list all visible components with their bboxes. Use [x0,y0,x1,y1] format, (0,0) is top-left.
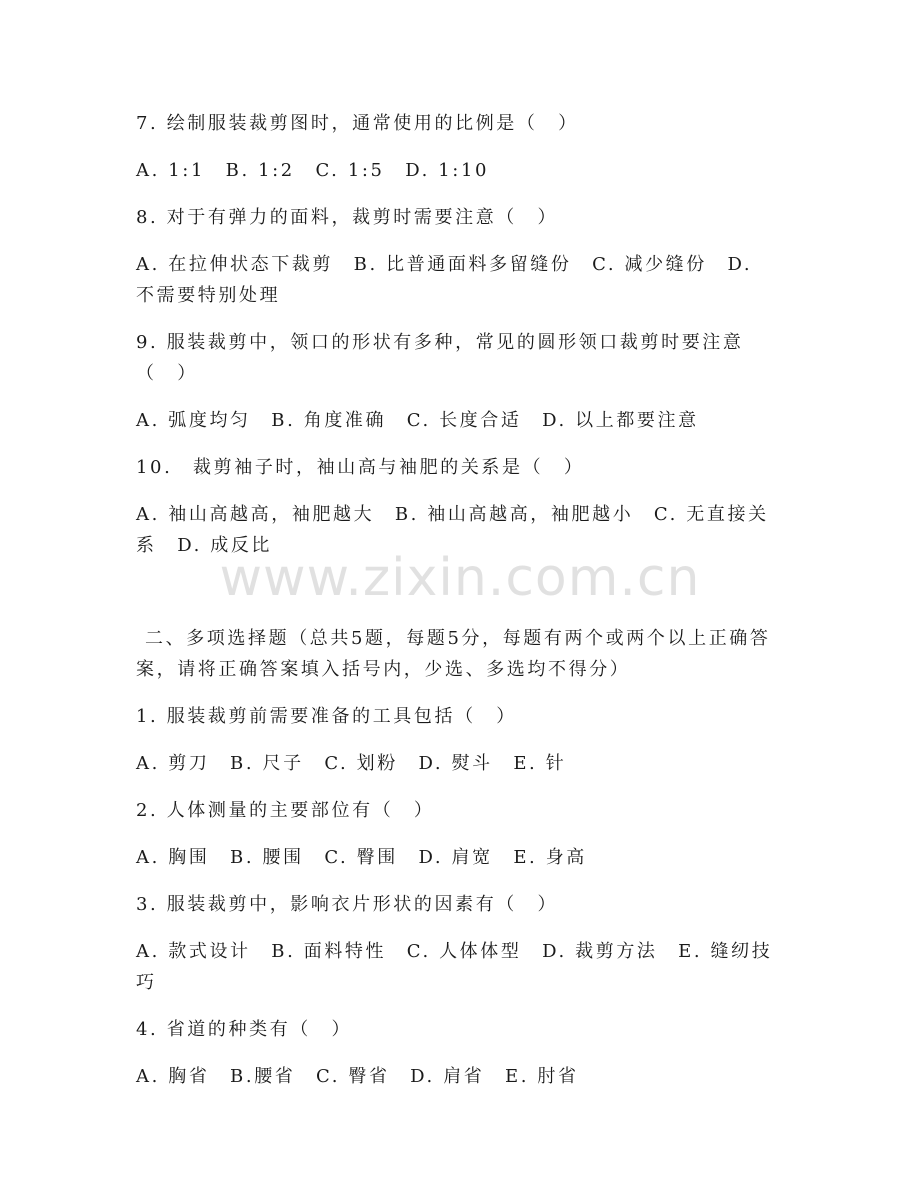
multi-question-1: 1. 服装裁剪前需要准备的工具包括（ ） [136,706,517,727]
question-8: 8. 对于有弹力的面料，裁剪时需要注意（ ） [136,207,559,228]
question-9-options: A. 弧度均匀 B. 角度准确 C. 长度合适 D. 以上都要注意 [136,410,699,431]
multi-question-1-options: A. 剪刀 B. 尺子 C. 划粉 D. 熨斗 E. 针 [136,753,567,774]
section-title-multiple-choice: 二、多项选择题（总共5题，每题5分，每题有两个或两个以上正确答案，请将正确答案填入括号内，少选、多选均不得分） [136,628,771,680]
multi-question-3-options: A. 款式设计 B. 面料特性 C. 人体体型 D. 裁剪方法 E. 缝纫技巧 [136,941,773,993]
multi-question-4-options: A. 胸省 B.腰省 C. 臀省 D. 肩省 E. 肘省 [136,1066,579,1087]
multi-question-2: 2. 人体测量的主要部位有（ ） [136,800,435,821]
multi-question-2-options: A. 胸围 B. 腰围 C. 臀围 D. 肩宽 E. 身高 [136,847,587,868]
document-page [136,108,781,1108]
question-10: 10. 裁剪袖子时，袖山高与袖肥的关系是（ ） [136,457,585,478]
question-7: 7. 绘制服装裁剪图时，通常使用的比例是（ ） [136,113,579,134]
question-9: 9. 服装裁剪中，领口的形状有多种，常见的圆形领口裁剪时要注意（ ） [136,332,744,384]
multi-question-3: 3. 服装裁剪中，影响衣片形状的因素有（ ） [136,894,559,915]
question-7-options: A. 1:1 B. 1:2 C. 1:5 D. 1:10 [136,160,490,181]
question-8-options: A. 在拉伸状态下裁剪 B. 比普通面料多留缝份 C. 减少缝份 D. 不需要特别处理 [136,254,753,306]
question-10-options: A. 袖山高越高，袖肥越大 B. 袖山高越高，袖肥越小 C. 无直接关系 D. 成反比 [136,504,769,556]
watermark-text: www.zixin.com.cn [219,548,701,608]
multi-question-4: 4. 省道的种类有（ ） [136,1019,353,1040]
